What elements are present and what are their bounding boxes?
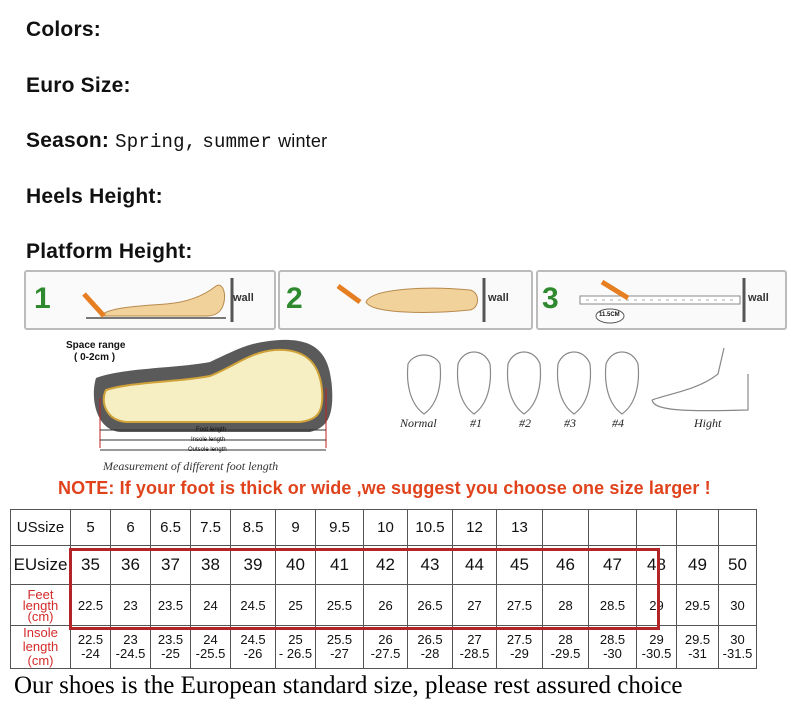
insole-length-cell [677,626,719,669]
us-size-cell: 9.5 [316,510,364,546]
insole-to: -29 [510,646,529,661]
insole-length-cell [151,626,191,669]
insole-from: 29 [649,632,664,647]
eu-size-cell: 47 [589,546,637,585]
insole-length-cell [276,626,316,669]
us-size-cell [719,510,757,546]
insole-to: -27.5 [370,646,401,661]
toe-types-diagram [398,344,768,434]
insole-to: -29.5 [550,646,581,661]
insole-from: 30 [730,632,745,647]
wall-label: wall [233,292,254,304]
insole-from: 23 [123,632,138,647]
eu-size-cell: 42 [364,546,408,585]
us-size-cell: 12 [453,510,497,546]
step-number: 2 [286,282,303,315]
feet-length-cell: 24 [191,585,231,626]
us-size-cell: 5 [71,510,111,546]
insole-length-row [11,626,757,669]
insole-to: -24 [81,646,100,661]
us-size-cell [589,510,637,546]
us-size-cell [543,510,589,546]
insole-length-cell [589,626,637,669]
eu-size-cell: 43 [408,546,453,585]
feet-length-cell: 30 [719,585,757,626]
insole-length-cell [453,626,497,669]
insole-from: 29.5 [684,632,711,647]
insole-length-cell [497,626,543,669]
toe-type-hight: Hight [694,416,722,430]
eu-size-cell: 35 [71,546,111,585]
insole-from: 27 [467,632,482,647]
eu-size-cell: 44 [453,546,497,585]
toe-type-1: #1 [470,416,482,430]
eu-size-cell: 41 [316,546,364,585]
insole-from: 25 [288,632,303,647]
step-number: 1 [34,282,51,315]
insole-from: 22.5 [77,632,104,647]
us-size-cell: 8.5 [231,510,276,546]
us-size-cell: 6 [111,510,151,546]
us-size-cell: 6.5 [151,510,191,546]
insole-to: -25 [161,646,180,661]
eu-size-cell: 39 [231,546,276,585]
insole-to: -24.5 [115,646,146,661]
insole-length-cell [71,626,111,669]
insole-length-cell [543,626,589,669]
feet-length-cell: 25 [276,585,316,626]
toe-type-4: #4 [612,416,624,430]
insole-length-cell [637,626,677,669]
space-range-label: Space range [66,340,126,351]
measure-step-2 [278,270,533,330]
insole-length-cell [111,626,151,669]
feet-length-cell: 26 [364,585,408,626]
euro-size-label: Euro Size: [26,74,131,97]
foot-length-label: Foot length [196,427,227,433]
insole-length-cell [231,626,276,669]
foot-length-diagram [60,338,350,476]
measure-step-3 [536,270,787,330]
insole-from: 27.5 [506,632,533,647]
insole-length-cell [191,626,231,669]
colors-label: Colors: [26,18,101,41]
toe-type-normal: Normal [400,416,437,430]
feet-length-cell: 28.5 [589,585,637,626]
eu-size-cell: 45 [497,546,543,585]
feet-length-cell: 23 [111,585,151,626]
feet-length-cell: 24.5 [231,585,276,626]
insole-label-line: Insole [23,625,58,640]
feet-label-line: length [22,597,59,613]
season-row [26,129,327,153]
eu-size-label: EUsize [11,546,71,585]
insole-to: -31 [688,646,707,661]
insole-from: 26 [378,632,393,647]
insole-to: -25.5 [195,646,226,661]
insole-label-line: (cm) [27,653,54,668]
insole-to: - 26.5 [278,646,313,661]
eu-size-cell: 48 [637,546,677,585]
size-note: NOTE: If your foot is thick or wide ,we suggest you choose one size larger ! [58,478,711,498]
toe-type-3: #3 [564,416,576,430]
feet-length-cell: 26.5 [408,585,453,626]
footer-text: Our shoes is the European standard size, please rest assured choice [14,672,683,699]
insole-from: 25.5 [326,632,353,647]
insole-length-cell [316,626,364,669]
wall-label: wall [748,292,769,304]
insole-from: 26.5 [417,632,443,647]
insole-length-cell [364,626,408,669]
feet-length-cell: 22.5 [71,585,111,626]
highlight-frame [69,548,660,630]
eu-size-cell: 50 [719,546,757,585]
feet-length-cell: 27 [453,585,497,626]
space-range-value: ( 0-2cm ) [74,352,116,363]
feet-length-cell: 27.5 [497,585,543,626]
measure-step-1 [24,270,276,330]
eu-size-cell: 40 [276,546,316,585]
feet-length-cell: 23.5 [151,585,191,626]
heels-height-label: Heels Height: [26,185,163,208]
eu-size-cell: 36 [111,546,151,585]
us-size-cell: 7.5 [191,510,231,546]
insole-length-cell [408,626,453,669]
insole-length-cell [719,626,757,669]
feet-label-line: (cm) [27,608,54,624]
us-size-cell: 9 [276,510,316,546]
insole-length-label [11,626,71,669]
ruler-tag: 11.5CM [599,312,620,318]
feet-length-cell: 25.5 [316,585,364,626]
feet-label-line: Feet [27,586,54,602]
outsole-length-label: Outsole length [188,447,227,453]
season-label: Season: [26,129,110,152]
insole-to: -28.5 [459,646,490,661]
insole-from: 24.5 [240,632,266,647]
insole-from: 28.5 [599,632,626,647]
eu-size-cell: 38 [191,546,231,585]
feet-length-cell: 29 [637,585,677,626]
step-number: 3 [542,282,559,315]
insole-label-line: length [22,639,59,654]
insole-to: -28 [420,646,440,661]
us-size-cell: 13 [497,510,543,546]
season-value-spring: Spring, [115,131,197,153]
feet-length-label [11,585,71,626]
us-size-row [11,510,757,546]
insole-length-label: Insole length [191,437,226,443]
feet-length-cell: 28 [543,585,589,626]
insole-to: -27 [330,646,349,661]
toe-type-2: #2 [519,416,531,430]
us-size-label: USsize [11,510,71,546]
feet-length-cell: 29.5 [677,585,719,626]
us-size-cell: 10 [364,510,408,546]
season-value-winter: winter [278,131,328,151]
insole-to: -30.5 [641,646,672,661]
season-value-summer: summer [202,131,273,153]
insole-from: 23.5 [157,632,184,647]
us-size-cell [677,510,719,546]
wall-label: wall [488,292,509,304]
platform-height-label: Platform Height: [26,240,193,263]
eu-size-cell: 49 [677,546,719,585]
eu-size-cell: 37 [151,546,191,585]
us-size-cell [637,510,677,546]
us-size-cell: 10.5 [408,510,453,546]
insole-from: 24 [203,632,218,647]
insole-from: 28 [558,632,573,647]
insole-to: -30 [603,646,622,661]
diagram-caption: Measurement of different foot length [103,459,279,473]
eu-size-cell: 46 [543,546,589,585]
insole-to: -26 [243,646,263,661]
insole-to: -31.5 [722,646,753,661]
